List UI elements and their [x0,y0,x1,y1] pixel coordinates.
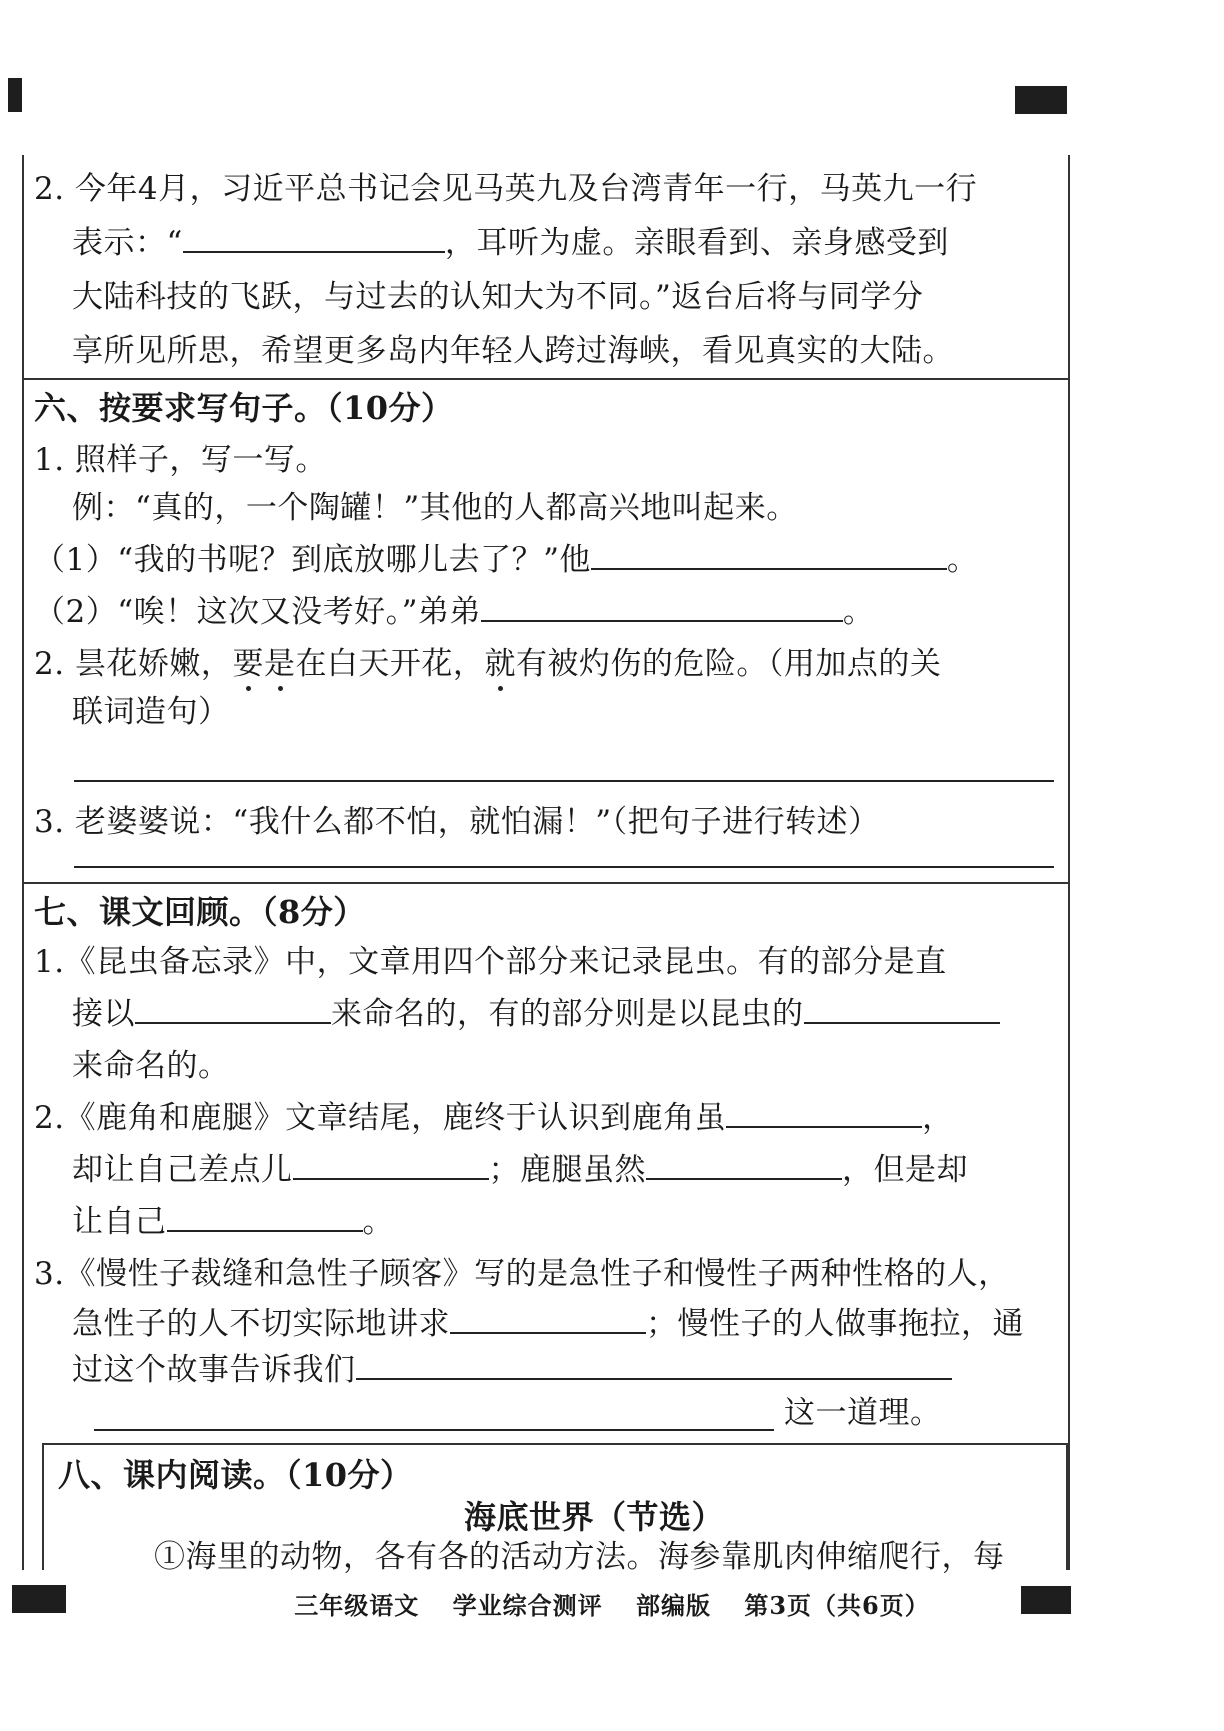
passage-title: 海底世界（节选） [464,1498,725,1536]
q7-3-line1: 3.《慢性子裁缝和急性子顾客》写的是急性子和慢性子两种性格的人， [34,1256,1010,1292]
answer-blank[interactable] [646,1152,842,1180]
answer-blank[interactable] [183,225,445,253]
answer-blank[interactable] [591,542,947,570]
q6-2-line2: 联词造句） [72,694,230,730]
answer-blank[interactable] [135,996,331,1024]
passage-paragraph-1: ①海里的动物，各有各的活动方法。海参靠肌肉伸缩爬行，每 [154,1539,1005,1575]
registration-mark-top-left [8,78,22,112]
q7-2-line3: 让自己 。 [72,1204,394,1240]
answer-blank[interactable] [356,1352,952,1380]
q7-1-line2: 接以 来命名的，有的部分则是以昆虫的 [72,994,1000,1034]
answer-line-q6-3[interactable] [74,866,1054,868]
q5-2-line2: 表示：“ ，耳听为虚。亲眼看到、亲身感受到 [72,225,949,261]
section-7 [24,882,1068,1395]
exam-frame [22,155,1070,1575]
section-8-title: 八、课内阅读。（10分） [58,1456,413,1494]
answer-blank[interactable] [726,1100,922,1128]
q6-1-item2: （2）“唉！这次又没考好。”弟弟 。 [34,594,875,630]
answer-blank[interactable] [293,1152,489,1180]
footer-subject: 三年级语文 [294,1591,420,1620]
answer-blank[interactable] [481,594,843,622]
q6-1-prompt: 1. 照样子，写一写。 [34,442,327,478]
q7-3-line4-wrap [24,1389,1068,1441]
q7-3-line3: 过这个故事告诉我们 [72,1350,952,1390]
footer-edition: 部编版 [635,1591,711,1620]
answer-line-q6-2[interactable] [74,780,1054,782]
q7-1-line3: 来命名的。 [72,1048,230,1084]
q5-2-line1: 2. 今年4月，习近平总书记会见马英九及台湾青年一行，马英九一行 [34,171,978,207]
section-5-continued [24,155,1068,378]
q7-1-line1: 1.《昆虫备忘录》中，文章用四个部分来记录昆虫。有的部分是直 [34,944,947,980]
q6-3: 3. 老婆婆说：“我什么都不怕，就怕漏！”（把句子进行转述） [34,804,880,840]
answer-line-q7-3[interactable] [94,1429,774,1431]
q7-2-line1: 2.《鹿角和鹿腿》文章结尾，鹿终于认识到鹿角虽 ， [34,1100,954,1136]
section-7-title: 七、课文回顾。（8分） [34,893,366,931]
q7-2-line2: 却让自己差点儿 ；鹿腿虽然 ，但是却 [72,1152,968,1188]
q5-2-line4: 享所见所思，希望更多岛内年轻人跨过海峡，看见真实的大陆。 [72,333,954,369]
answer-blank[interactable] [804,996,1000,1024]
q7-3-line4: 这一道理。 [784,1395,942,1431]
q7-3-line2: 急性子的人不切实际地讲求 ；慢性子的人做事拖拉，通 [72,1306,1024,1342]
q5-2-line3: 大陆科技的飞跃，与过去的认知大为不同。”返台后将与同学分 [72,279,924,315]
section-6-title: 六、按要求写句子。（10分） [34,389,454,427]
q6-1-example: 例：“真的，一个陶罐！”其他的人都高兴地叫起来。 [72,490,798,526]
section-8 [42,1443,1068,1575]
q6-2-line1: 2. 昙花娇嫩，要是在白天开花，就有被灼伤的危险。（用加点的关 [34,646,942,682]
answer-blank[interactable] [167,1204,363,1232]
page-footer [0,1586,1224,1621]
footer-page-number: 第3页（共6页） [744,1591,930,1620]
answer-blank[interactable] [450,1306,646,1334]
footer-test-name: 学业综合测评 [452,1591,603,1620]
section-6 [24,378,1068,882]
registration-mark-top-right [1015,86,1067,114]
q6-1-item1: （1）“我的书呢？到底放哪儿去了？”他 。 [34,542,979,578]
